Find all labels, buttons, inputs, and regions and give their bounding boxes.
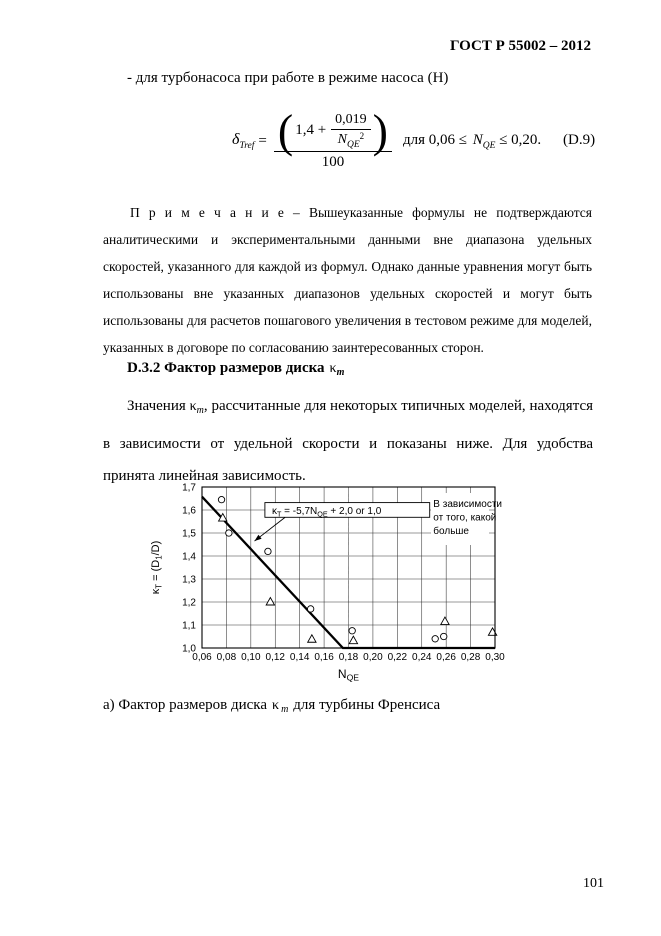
n-exponent: 2 <box>359 130 365 141</box>
formula-expression <box>232 96 541 186</box>
y-tick-label: 1,1 <box>182 620 196 632</box>
x-tick-label: 0,26 <box>436 652 456 663</box>
y-tick-label: 1,0 <box>182 643 196 655</box>
disk-size-factor-chart <box>145 481 550 693</box>
equation-number: (D.9) <box>563 132 596 148</box>
y-tick-label: 1,3 <box>182 574 196 586</box>
y-tick-label: 1,6 <box>182 505 196 517</box>
y-tick-label: 1,5 <box>182 528 196 540</box>
data-point-triangle <box>349 636 357 644</box>
document-header <box>450 38 591 55</box>
open-paren: ( <box>277 104 294 157</box>
intro-line: - для турбонасоса при работе в режиме насоса (Н) <box>127 70 449 86</box>
inner-fraction <box>331 112 371 150</box>
standard-number: ГОСТ Р 55002 – 2012 <box>449 38 591 54</box>
y-tick-label: 1,4 <box>182 551 196 563</box>
paren-group <box>293 112 372 150</box>
x-tick-label: 0,20 <box>363 652 383 663</box>
x-tick-label: 0,12 <box>265 652 285 663</box>
caption-prefix: а) Фактор размеров диска <box>103 697 267 713</box>
y-axis-label: $\kappa_T = (D_1/D)$ <box>150 540 164 595</box>
annotation-note-line: от того, какой <box>433 512 497 524</box>
x-tick-label: 0,10 <box>241 652 261 663</box>
x-tick-label: 0,14 <box>289 652 310 663</box>
equals-sign: = <box>258 132 267 149</box>
condition-n-sub: QE <box>482 140 496 151</box>
kappa-subscript: т <box>336 367 345 378</box>
y-tick-label: 1,2 <box>182 597 196 609</box>
x-tick-label: 0,22 <box>387 652 408 663</box>
paragraph-part2: , рассчитанные для некоторых типичных моделей, находятся в зависимости от удельной скорости и показаны ниже. Для удобства принята линейная зависимость. <box>103 398 594 484</box>
data-point-circle <box>441 633 447 639</box>
kappa-subscript: т <box>281 704 289 715</box>
data-point-circle <box>307 606 313 612</box>
x-axis-label: $N_{QE}$ <box>337 667 360 683</box>
data-point-circle <box>265 548 271 554</box>
data-point-triangle <box>308 635 316 643</box>
outer-fraction <box>274 104 392 171</box>
condition-for: для <box>403 131 426 148</box>
figure-caption <box>103 697 440 715</box>
x-tick-label: 0,06 <box>192 652 212 663</box>
page-number: 101 <box>583 876 604 891</box>
n-subscript: QE <box>347 139 360 150</box>
n-symbol: N <box>337 131 347 147</box>
y-tick-label: 1,7 <box>182 482 196 494</box>
data-point-circle <box>349 628 355 634</box>
kappa-subscript: т <box>196 405 204 416</box>
data-point-circle <box>218 496 224 502</box>
note-paragraph: П р и м е ч а н и е – Вышеуказанные формулы не подтверждаются аналитическими и экспериментальными данными вне диапазона удельных скоростей, указанного для каждой из формул. Однако данные уравнения могут быть использованы вне указанных диапазонов удельных скоростей и могут быть использованы для расчетов пошагового увеличения в тестовом режиме для моделей, указанных в договоре по согласованию заинтересованных сторон. <box>103 205 592 355</box>
x-tick-label: 0,16 <box>314 652 334 663</box>
equation-label: $\kappa_T = -5,7N_{QE} + 2,0$ or 1,0 <box>272 505 382 519</box>
condition-upper: ≤ 0,20. <box>499 131 542 148</box>
x-tick-label: 0,18 <box>338 652 359 663</box>
outer-denominator: 100 <box>321 154 345 171</box>
inner-denominator <box>338 130 365 150</box>
delta-symbol: δ <box>232 131 240 148</box>
x-tick-label: 0,24 <box>412 652 432 663</box>
formula-d9 <box>100 96 620 186</box>
numerator-prefix: 1,4 + <box>295 122 327 138</box>
caption-suffix: для турбины Френсиса <box>293 697 441 713</box>
data-point-triangle <box>266 598 274 606</box>
kappa-symbol: κ <box>272 698 280 713</box>
annotation-note-line: В зависимости <box>433 499 502 511</box>
condition-lower: 0,06 ≤ <box>428 131 468 148</box>
delta-subscript: Tref <box>239 141 255 151</box>
data-point-circle <box>226 530 232 536</box>
section-heading <box>127 360 344 378</box>
data-point-circle <box>432 636 438 642</box>
kappa-symbol: κ <box>189 399 197 414</box>
formula-condition <box>403 132 541 151</box>
close-paren: ) <box>372 104 388 157</box>
figure-a <box>145 481 550 693</box>
annotation-arrowhead <box>254 535 261 541</box>
x-tick-label: 0,08 <box>216 652 237 663</box>
section-title: D.3.2 Фактор размеров диска <box>127 360 325 376</box>
data-point-triangle <box>441 617 449 625</box>
condition-n: N <box>472 131 483 148</box>
x-tick-label: 0,28 <box>460 652 481 663</box>
formula-lhs <box>232 131 254 151</box>
outer-numerator <box>274 104 392 157</box>
inner-numerator: 0,019 <box>331 112 371 130</box>
body-paragraph <box>103 390 593 493</box>
kappa-symbol: κ <box>329 361 337 376</box>
paragraph-part1: Значения <box>127 398 186 414</box>
x-tick-label: 0,30 <box>485 652 505 663</box>
annotation-note-line: больше <box>433 526 470 538</box>
